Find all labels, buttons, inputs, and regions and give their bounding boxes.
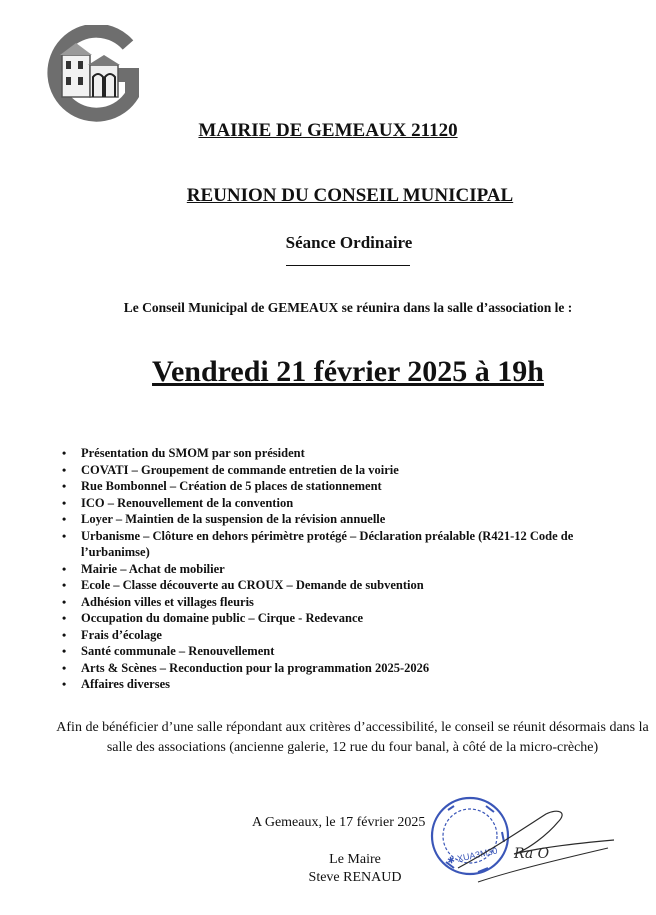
meeting-date: Vendredi 21 février 2025 à 19h: [152, 355, 544, 388]
agenda-item: • Occupation du domaine public – Cirque - Redevance: [62, 611, 364, 625]
bullet-icon: •: [62, 462, 67, 477]
agenda-item: • ICO – Renouvellement de la convention: [62, 495, 294, 510]
bullet-icon: •: [62, 611, 67, 625]
agenda-item: • Urbanisme – Clôture en dehors périmètre protégé – Déclaration préalable (R421-12 Code de l’urbanimse): [62, 528, 574, 559]
bullet-icon: •: [62, 660, 67, 675]
agenda-item: • Arts & Scènes – Reconduction pour la programmation 2025-2026: [62, 660, 430, 675]
title-divider: [286, 265, 410, 266]
svg-text:Ra O: Ra O: [514, 846, 550, 862]
bullet-icon: •: [62, 561, 67, 576]
agenda-item: • Présentation du SMOM par son président: [62, 446, 305, 460]
bullet-icon: •: [62, 578, 67, 592]
bullet-icon: •: [62, 512, 67, 526]
agenda-item: • COVATI – Groupement de commande entretien de la voirie: [62, 462, 399, 477]
agenda-item: • Santé communale – Renouvellement: [62, 644, 275, 658]
agenda-item: • Ecole – Classe découverte au CROUX – Demande de subvention: [62, 578, 424, 592]
bullet-icon: •: [62, 479, 67, 493]
seance-title: Séance Ordinaire: [285, 233, 413, 252]
mairie-logo: [40, 25, 140, 125]
reunion-title: REUNION DU CONSEIL MUNICIPAL: [186, 185, 514, 206]
bullet-icon: •: [62, 528, 67, 543]
intro-text: Le Conseil Municipal de GEMEAUX se réunira dans la salle d’association le :: [123, 300, 573, 315]
bullet-icon: •: [62, 594, 67, 609]
agenda-item: • Adhésion villes et villages fleuris: [62, 594, 254, 609]
svg-text:✱ XUA3M30: ✱ XUA3M30: [446, 845, 499, 866]
bullet-icon: •: [62, 627, 67, 642]
agenda-item: • Affaires diverses: [62, 677, 170, 691]
bullet-icon: •: [62, 644, 67, 658]
mayor-title: Le Maire: [329, 852, 381, 867]
signature-place-date: A Gemeaux, le 17 février 2025: [252, 815, 426, 830]
agenda-item: • Mairie – Achat de mobilier: [62, 561, 225, 576]
agenda-item: • Rue Bombonnel – Création de 5 places de stationnement: [62, 479, 382, 493]
signature-block: [0, 851, 656, 887]
logo-letter: G: [90, 42, 92, 44]
bullet-icon: •: [62, 495, 67, 510]
mayor-name: Steve RENAUD: [308, 870, 402, 885]
agenda-item: • Frais d’écolage: [62, 627, 162, 642]
mairie-title: MAIRIE DE GEMEAUX 21120: [198, 120, 458, 141]
bullet-icon: •: [62, 446, 67, 460]
bullet-icon: •: [62, 677, 67, 691]
agenda-list: [0, 445, 626, 693]
agenda-item: • Loyer – Maintien de la suspension de la révision annuelle: [62, 512, 386, 526]
accessibility-note: Afin de bénéficier d’une salle répondant aux critères d’accessibilité, le conseil se réunit désormais dans la salle des associations (ancienne galerie, 12 rue du four banal, à côté de la micro-crèche): [56, 720, 649, 755]
